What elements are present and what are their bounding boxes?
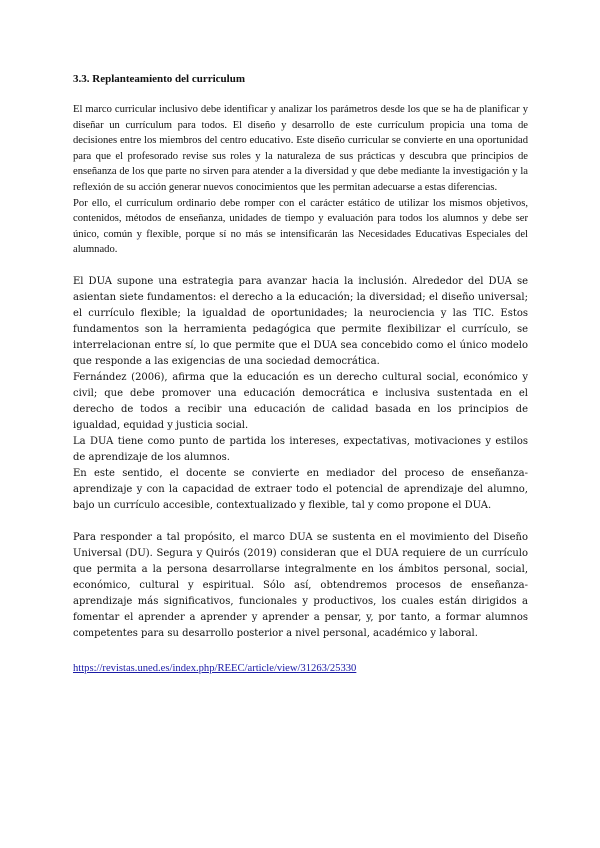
document-page [73, 72, 528, 676]
paragraph: Por ello, el currículum ordinario debe romper con el carácter estático de utilizar los mismos objetivos, contenidos, métodos de enseñanza, unidades de tiempo y evaluación para todos los alumnos y debe ser único, común y flexible, porque sí no más se intensificarán las Necesidades Educativas Especiales del alumnado. [73, 197, 528, 256]
paragraph: En este sentido, el docente se convierte en mediador del proceso de enseñanza-aprendizaje y con la capacidad de extraer todo el potencial de aprendizaje del alumno, bajo un currículo accesible, contextualizado y flexible, tal y como propone el DUA. [73, 467, 528, 511]
section-heading: 3.3. Replanteamiento del curriculum [73, 73, 246, 85]
paragraph: Fernández (2006), afirma que la educación es un derecho cultural social, económico y civil; que debe promover una educación democrática e inclusiva sustentada en el derecho de todos a recibir una educación de calidad basada en los principios de igualdad, equidad y justicia social. [73, 371, 528, 431]
paragraph: El DUA supone una estrategia para avanzar hacia la inclusión. Alrededor del DUA se asientan siete fundamentos: el derecho a la educación; la diversidad; el diseño universal; el currículo flexible; la igualdad de oportunidades; la neurociencia y las TIC. Estos fundamentos son la herramienta pedagógica que permite flexibilizar el currículo, se interrelacionan entre sí, lo que permite que el DUA sea concebido como el único modelo que responde a las exigencias de una sociedad democrática. [73, 275, 528, 367]
paragraph: El marco curricular inclusivo debe identificar y analizar los parámetros desde los que se ha de planificar y diseñar un currículum para todos. El diseño y desarrollo de este currículum propicia una toma de decisiones entre los miembros del centro educativo. Este diseño curricular se convierte en una oportunidad para que el profesorado revise sus roles y la naturaleza de sus prácticas y descubra que principios de enseñanza de los que parte no sirven para atender a la diversidad y que debe mediante la investigación y la reflexión de su acción generar nuevos conocimientos que les permitan adecuarse a estas diferencias. [73, 104, 528, 193]
paragraph: Para responder a tal propósito, el marco DUA se sustenta en el movimiento del Diseño Universal (DU). Segura y Quirós (2019) consideran que el DUA requiere de un currículo que permita a la persona desarrollarse integralmente en los ámbitos personal, social, económico, cultural y espiritual. Sólo así, obtendremos procesos de enseñanza-aprendizaje más significativos, funcionales y productivos, los cuales están dirigidos a fomentar el aprender a aprender y aprender a pensar, y, por tanto, a formar alumnos competentes para su desarrollo posterior a nivel personal, académico y laboral. [73, 531, 528, 639]
source-link[interactable]: https://revistas.uned.es/index.php/REEC/article/view/31263/25330 [73, 662, 357, 674]
paragraph-group-3 [73, 530, 528, 642]
paragraph-group-2 [73, 274, 528, 514]
paragraph-group-1 [73, 102, 528, 258]
paragraph: La DUA tiene como punto de partida los intereses, expectativas, motivaciones y estilos de aprendizaje de los alumnos. [73, 435, 528, 463]
